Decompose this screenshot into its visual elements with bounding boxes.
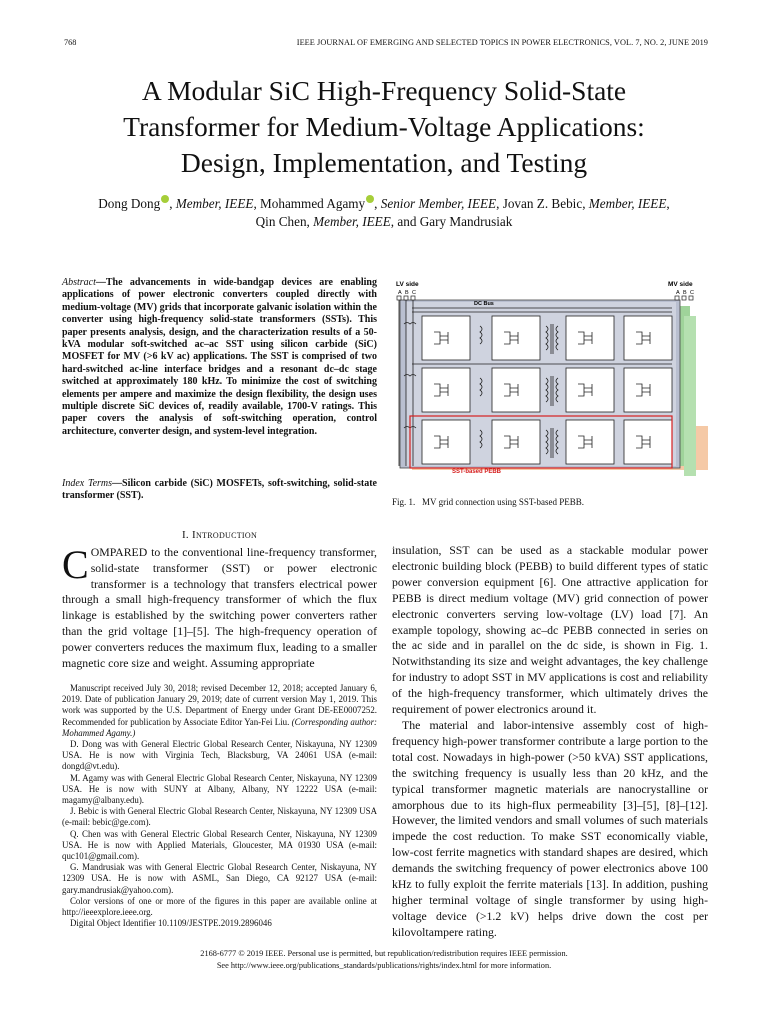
footnotes	[62, 683, 377, 929]
title-line-2: Transformer for Medium-Voltage Applications:	[123, 111, 645, 142]
author-name: Jovan Z. Bebic	[502, 196, 583, 211]
title-line-1: A Modular SiC High-Frequency Solid-State	[141, 75, 627, 106]
right-paragraph-2: The material and labor-intensive assembly cost of high-frequency high-power transformer contribute a large portion to the total cost. Nowadays in high-power (>50 kVA) SST applications, the switching frequency is usually less than 20 kHz, and the typical transformer magnetic materials are nanocrystalline or amorphous due to its high-flux permeability [3]–[5], [8]–[12]. However, the limited vendors and small volumes of such materials impede the cost reduction. To make SST economically viable, low-cost ferrite magnetics with standard shapes are desired, which demands the switching frequency of power electronics above 100 kHz to fully exploit the ferrite materials [13]. In addition, pushing higher terminal voltage of single transformer by using high-voltage device (>1.2 kV) helps drive down the cost per kilovoltampere rating.	[392, 717, 708, 939]
figure-1	[392, 276, 708, 488]
author-list	[40, 195, 728, 231]
index-terms-label: Index Terms	[62, 478, 113, 489]
mv-side-label: MV side	[668, 281, 693, 288]
copyright-notice	[40, 948, 728, 972]
footnote-color: Color versions of one or more of the figures in this paper are available online at http://ieeexplore.ieee.org.	[62, 895, 377, 918]
abstract-text: The advancements in wide-bandgap devices are enabling applications of power electronic converters coupled directly with medium-voltage (MV) grids that incorporate galvanic isolation within the converter using high-frequency solid-state transformers (SSTs). This paper presents analysis, design, and the characterization results of a 50-kVA modular soft-switched ac–ac SST using silicon carbide (SiC) MOSFET for MV (>6 kV ac) applications. The SST is comprised of two hard-switched ac-line interface bridges and a resonant dc–dc stage switched at approximately 180 kHz. To minimize the cost of switching elements per ampere and maximize the design flexibility, the design uses multiple discrete SiC devices of, readily available, 1700-V ratings. This paper covers the analysis of soft-switching operation, control architecture, converter design, and system-level integration.	[62, 277, 377, 437]
figure-caption	[392, 497, 584, 507]
authors-line-2: Qin Chen, Member, IEEE, and Gary Mandrusiak	[255, 214, 513, 229]
dc-bus-label: DC Bus	[474, 301, 494, 307]
drop-cap: C	[62, 542, 89, 587]
footnote-corresponding: (Corresponding author: Mohammed Agamy.)	[62, 716, 378, 738]
lv-phase-c: C	[412, 290, 416, 296]
page-number: 768	[64, 38, 77, 47]
intro-paragraph	[62, 542, 377, 671]
lv-side-label: LV side	[396, 281, 419, 288]
terminals	[397, 296, 693, 300]
orcid-icon[interactable]	[161, 195, 169, 203]
section-title: Introduction	[192, 529, 258, 541]
author-name: Dong Dong	[98, 196, 161, 211]
author-role: Senior Member, IEEE	[380, 196, 497, 211]
paper-title	[40, 73, 728, 181]
footnote-chen: Q. Chen was with General Electric Global Research Center, Niskayuna, NY 12309 USA. He is now with Applied Materials, Gloucester, MA 01930 USA (e-mail: quc101@gmail.com).	[62, 828, 377, 862]
title-line-3: Design, Implementation, and Testing	[180, 147, 588, 178]
abstract: Abstract—The advancements in wide-bandgap devices are enabling applications of power electronic converters coupled directly with medium-voltage (MV) grids that incorporate galvanic isolation within the converter using high-frequency solid-state transformers (SSTs). This paper presents analysis, design, and the characterization results of a 50-kVA modular soft-switched ac–ac SST using silicon carbide (SiC) MOSFET for MV (>6 kV ac) applications. The SST is comprised of two hard-switched ac-line interface bridges and a resonant dc–dc stage switched at approximately 180 kHz. To minimize the cost of switching elements per ampere and maximize the design flexibility, the design uses multiple discrete SiC devices of, readily available, 1700-V ratings. This paper covers the analysis of soft-switching operation, control architecture, converter design, and system-level integration.	[62, 277, 377, 437]
green-bus-2	[684, 316, 696, 476]
footnote-agamy: M. Agamy was with General Electric Global Research Center, Niskayuna, NY 12309 USA. He is now with SUNY at Albany, Albany, NY 12222 USA (e-mail: magamy@albany.edu).	[62, 772, 377, 806]
section-number: I.	[181, 529, 189, 541]
abstract-label: Abstract	[62, 277, 96, 288]
section-heading	[62, 529, 377, 541]
journal-name: IEEE JOURNAL OF EMERGING AND SELECTED TOPICS IN POWER ELECTRONICS, VOL. 7, NO. 2, JUNE 2019	[296, 38, 708, 47]
right-paragraph-1: insulation, SST can be used as a stackable modular power electronic building block (PEBB) to build different types of static power conversion equipment [6]. One attractive application for PEBB is direct medium voltage (MV) grid connection of power electronic converters serving low-voltage (LV) load [7]. An example topology, showing ac–dc PEBB connected in series on the ac side and in parallel on the dc side, is shown in Fig. 1. Notwithstanding its size and weight advantages, the key challenge for industry to adopt SST in MV applications is cost and reliability of the high-frequency transformer, which ultimately drives the requirement of power electronics around it.	[392, 543, 708, 717]
mv-phase-c: C	[690, 290, 694, 296]
figure-caption-label: Fig. 1.	[392, 497, 416, 507]
right-column-text	[392, 543, 708, 941]
copyright-line-2: See http://www.ieee.org/publications_standards/publications/rights/index.html for more information.	[216, 961, 552, 970]
author-name: Mohammed Agamy	[260, 196, 366, 211]
pebb-label: SST-based PEBB	[452, 469, 502, 475]
footnote-mandrusiak: G. Mandrusiak was with General Electric Global Research Center, Niskayuna, NY 12309 USA. He is now with ASML, San Diego, CA 92127 USA (e-mail: gary.mandrusiak@yahoo.com).	[62, 862, 377, 895]
mv-phase-a: A	[676, 290, 680, 296]
author-name: Gary Mandrusiak	[419, 214, 513, 229]
figure-1-diagram	[392, 276, 708, 488]
index-terms-text: Silicon carbide (SiC) MOSFETs, soft-switching, solid-state transformer (SST).	[62, 478, 377, 502]
lv-phase-b: B	[405, 290, 409, 296]
author-name: Qin Chen	[255, 214, 307, 229]
lv-phase-a: A	[398, 290, 402, 296]
author-role: Member, IEEE	[588, 196, 667, 211]
author-role: Member, IEEE	[313, 214, 391, 229]
intro-first-word: OMPARED	[90, 545, 148, 559]
footnote-bebic: J. Bebic is with General Electric Global Research Center, Niskayuna, NY 12309 USA (e-mail: bebic@ge.com).	[62, 806, 377, 828]
authors-line-1: Dong Dong , Member, IEEE, Mohammed Agamy , Senior Member, IEEE, Jovan Z. Bebic, Member, IEEE,	[98, 196, 670, 211]
footnote-doi: Digital Object Identifier 10.1109/JESTPE.2019.2896046	[70, 918, 272, 929]
author-role: Member, IEEE	[175, 196, 254, 211]
copyright-line-1: 2168-6777 © 2019 IEEE. Personal use is permitted, but republication/redistribution requires IEEE permission.	[200, 949, 568, 958]
footnote-manuscript: Manuscript received July 30, 2018; revised December 12, 2018; accepted January 6, 2019. Date of publication January 29, 2019; date of current version May 1, 2019. This work was supported by the U.S. Department of Energy under Grant DE-EE0007252. Recommended for publication by Associate Editor Yan-Fei Liu. (Corresponding author: Mohammed Agamy.)	[62, 683, 378, 738]
footnote-dong: D. Dong was with General Electric Global Research Center, Niskayuna, NY 12309 USA. He is now with Virginia Tech, Blacksburg, VA 24061 USA (e-mail: dongd@vt.edu).	[62, 739, 377, 772]
intro-text: to the conventional line-frequency transformer, solid-state transformer (SST) or power electronic transformer is a technology that transfers electrical power through a small high-frequency transformer of which the flux linkage is established by the switching power converters rather than the grid voltage [1]–[5]. The high-frequency operation of power converters reduces the maximum flux, leading to a smaller magnetic core size and weight. Assuming appropriate	[62, 545, 377, 670]
mv-phase-b: B	[683, 290, 687, 296]
orcid-icon[interactable]	[366, 195, 374, 203]
index-terms: Index Terms—Silicon carbide (SiC) MOSFETs, soft-switching, solid-state transformer (SST).	[62, 478, 377, 502]
figure-caption-text: MV grid connection using SST-based PEBB.	[422, 497, 585, 507]
